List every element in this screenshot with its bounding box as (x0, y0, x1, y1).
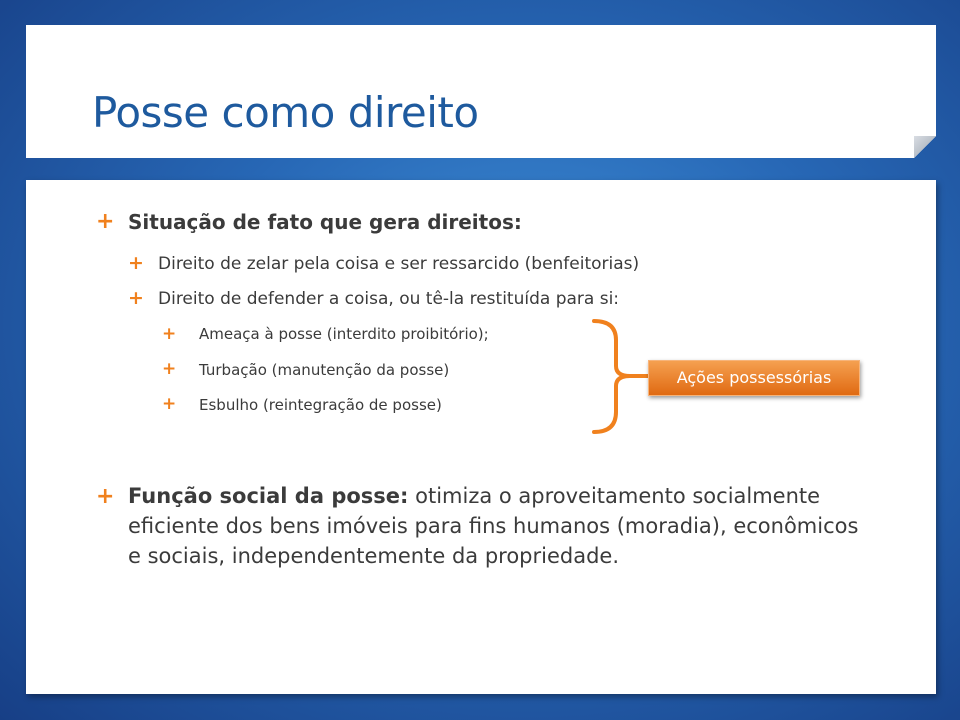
plus-bullet-icon: + (128, 287, 144, 309)
funcao-social-text: otimiza o aproveitamento socialmente eficiente dos bens imóveis para fins humanos (moradia), econômicos e sociais, independentemente da propriedade. (128, 484, 859, 568)
plus-bullet-icon: + (128, 252, 144, 274)
funcao-social-lead: Função social da posse: (128, 484, 409, 508)
bullet-situacao: Situação de fato que gera direitos: (128, 210, 522, 234)
plus-bullet-icon: + (162, 324, 177, 344)
plus-bullet-icon: + (96, 484, 115, 509)
bullet-esbulho: Esbulho (reintegração de posse) (199, 396, 442, 414)
plus-bullet-icon: + (162, 359, 177, 379)
bullet-direito-zelar: Direito de zelar pela coisa e ser ressarcido (benfeitorias) (158, 254, 640, 274)
plus-bullet-icon: + (162, 394, 177, 414)
plus-bullet-icon: + (96, 209, 115, 234)
bullet-turbacao: Turbação (manutenção da posse) (199, 361, 450, 379)
acoes-possessorias-badge: Ações possessórias (648, 360, 860, 396)
right-brace-icon (592, 318, 652, 436)
bullet-direito-defender: Direito de defender a coisa, ou tê-la restituída para si: (158, 289, 620, 309)
funcao-social-paragraph (128, 481, 868, 571)
page-title: Posse como direito (92, 88, 479, 137)
page-fold-corner (914, 136, 936, 158)
bullet-ameaca: Ameaça à posse (interdito proibitório); (199, 325, 489, 343)
